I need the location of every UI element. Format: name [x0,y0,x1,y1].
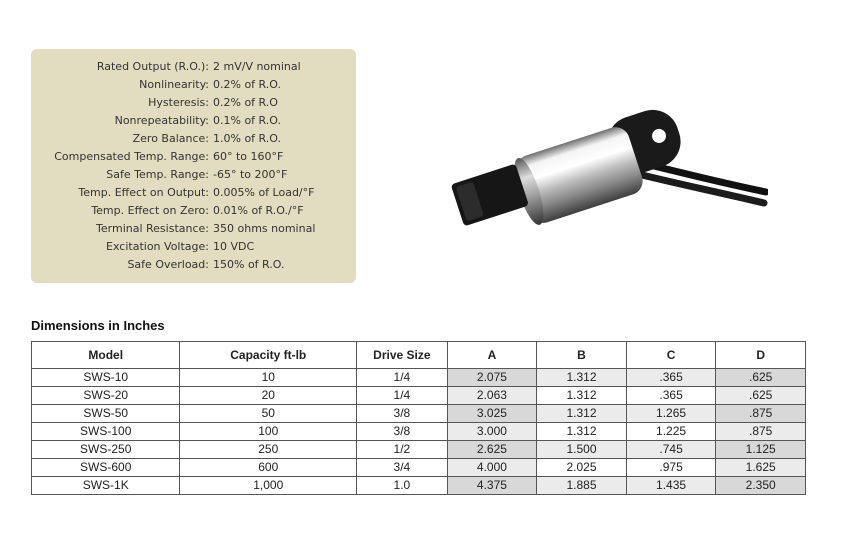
cell-drive-size: 1/2 [357,441,448,459]
cell-capacity: 20 [180,387,357,405]
cell-d: 1.125 [716,441,806,459]
cell-a: 2.625 [447,441,537,459]
spec-value: 150% of R.O. [213,258,285,271]
chrome-body-icon [509,124,647,228]
cell-c: 1.435 [626,477,716,495]
spec-value: 10 VDC [213,240,255,253]
cell-drive-size: 3/8 [357,405,448,423]
cell-capacity: 10 [180,369,357,387]
cell-capacity: 1,000 [180,477,357,495]
cell-a: 3.025 [447,405,537,423]
column-header-d: D [716,342,806,369]
spec-label: Nonlinearity: [139,78,209,91]
column-header-c: C [626,342,716,369]
spec-row [31,112,315,130]
spec-value: 2 mV/V nominal [213,60,301,73]
spec-row [31,130,315,148]
column-header-model: Model [32,342,180,369]
cell-d: .625 [716,387,806,405]
spec-row [31,76,315,94]
spec-value: 0.1% of R.O. [213,114,281,127]
column-header-a: A [447,342,537,369]
square-drive-icon [451,164,529,227]
spec-row [31,220,315,238]
table-header-row [32,342,806,369]
column-header-b: B [537,342,627,369]
cell-b: 1.312 [537,387,627,405]
spec-row [31,58,315,76]
cell-capacity: 600 [180,459,357,477]
spec-label: Excitation Voltage: [106,240,209,253]
spec-label: Zero Balance: [132,132,209,145]
specifications-panel [31,49,356,283]
spec-row [31,166,315,184]
cell-a: 4.375 [447,477,537,495]
cell-b: 2.025 [537,459,627,477]
table-row [32,441,806,459]
spec-row [31,184,315,202]
spec-label: Terminal Resistance: [96,222,209,235]
spec-value: 350 ohms nominal [213,222,316,235]
cell-drive-size: 1.0 [357,477,448,495]
cell-c: .975 [626,459,716,477]
cell-drive-size: 1/4 [357,387,448,405]
cell-b: 1.500 [537,441,627,459]
cell-model: SWS-250 [32,441,180,459]
cell-c: .745 [626,441,716,459]
spec-value: 0.01% of R.O./°F [213,204,304,217]
spec-label: Temp. Effect on Zero: [91,204,209,217]
table-row [32,477,806,495]
spec-row [31,148,315,166]
cell-model: SWS-50 [32,405,180,423]
spec-value: 0.2% of R.O. [213,78,281,91]
cell-capacity: 50 [180,405,357,423]
cell-capacity: 250 [180,441,357,459]
cell-drive-size: 3/4 [357,459,448,477]
table-row [32,405,806,423]
dimensions-heading: Dimensions in Inches [31,318,165,333]
cell-b: 1.312 [537,405,627,423]
cell-model: SWS-100 [32,423,180,441]
spec-row [31,256,315,274]
spec-value: -65° to 200°F [213,168,288,181]
cell-c: 1.225 [626,423,716,441]
spec-label: Temp. Effect on Output: [78,186,209,199]
cell-d: .875 [716,405,806,423]
dimensions-table [31,341,806,495]
column-header-drive-size: Drive Size [357,342,448,369]
cell-model: SWS-1K [32,477,180,495]
cell-a: 2.075 [447,369,537,387]
cable-icon [638,162,766,203]
cell-a: 4.000 [447,459,537,477]
spec-row [31,202,315,220]
cell-c: .365 [626,387,716,405]
cell-c: .365 [626,369,716,387]
cell-d: .875 [716,423,806,441]
cell-model: SWS-600 [32,459,180,477]
spec-row [31,94,315,112]
torque-sensor-product-image [438,100,768,230]
spec-value: 1.0% of R.O. [213,132,281,145]
spec-label: Rated Output (R.O.): [96,60,209,73]
spec-label: Compensated Temp. Range: [54,150,209,163]
cell-d: 1.625 [716,459,806,477]
table-row [32,369,806,387]
cell-a: 3.000 [447,423,537,441]
cell-model: SWS-20 [32,387,180,405]
spec-value: 60° to 160°F [213,150,284,163]
cell-drive-size: 1/4 [357,369,448,387]
spec-value: 0.005% of Load/°F [213,186,315,199]
cell-c: 1.265 [626,405,716,423]
cell-b: 1.885 [537,477,627,495]
spec-label: Safe Temp. Range: [106,168,209,181]
table-row [32,459,806,477]
cell-capacity: 100 [180,423,357,441]
table-row [32,387,806,405]
cell-a: 2.063 [447,387,537,405]
cell-d: 2.350 [716,477,806,495]
spec-label: Nonrepeatability: [114,114,209,127]
cell-drive-size: 3/8 [357,423,448,441]
cell-d: .625 [716,369,806,387]
spec-label: Safe Overload: [127,258,209,271]
cell-b: 1.312 [537,369,627,387]
cell-b: 1.312 [537,423,627,441]
specifications-table [31,58,315,274]
column-header-capacity: Capacity ft-lb [180,342,357,369]
cell-model: SWS-10 [32,369,180,387]
spec-value: 0.2% of R.O [213,96,278,109]
table-row [32,423,806,441]
spec-row [31,238,315,256]
spec-label: Hysteresis: [148,96,209,109]
